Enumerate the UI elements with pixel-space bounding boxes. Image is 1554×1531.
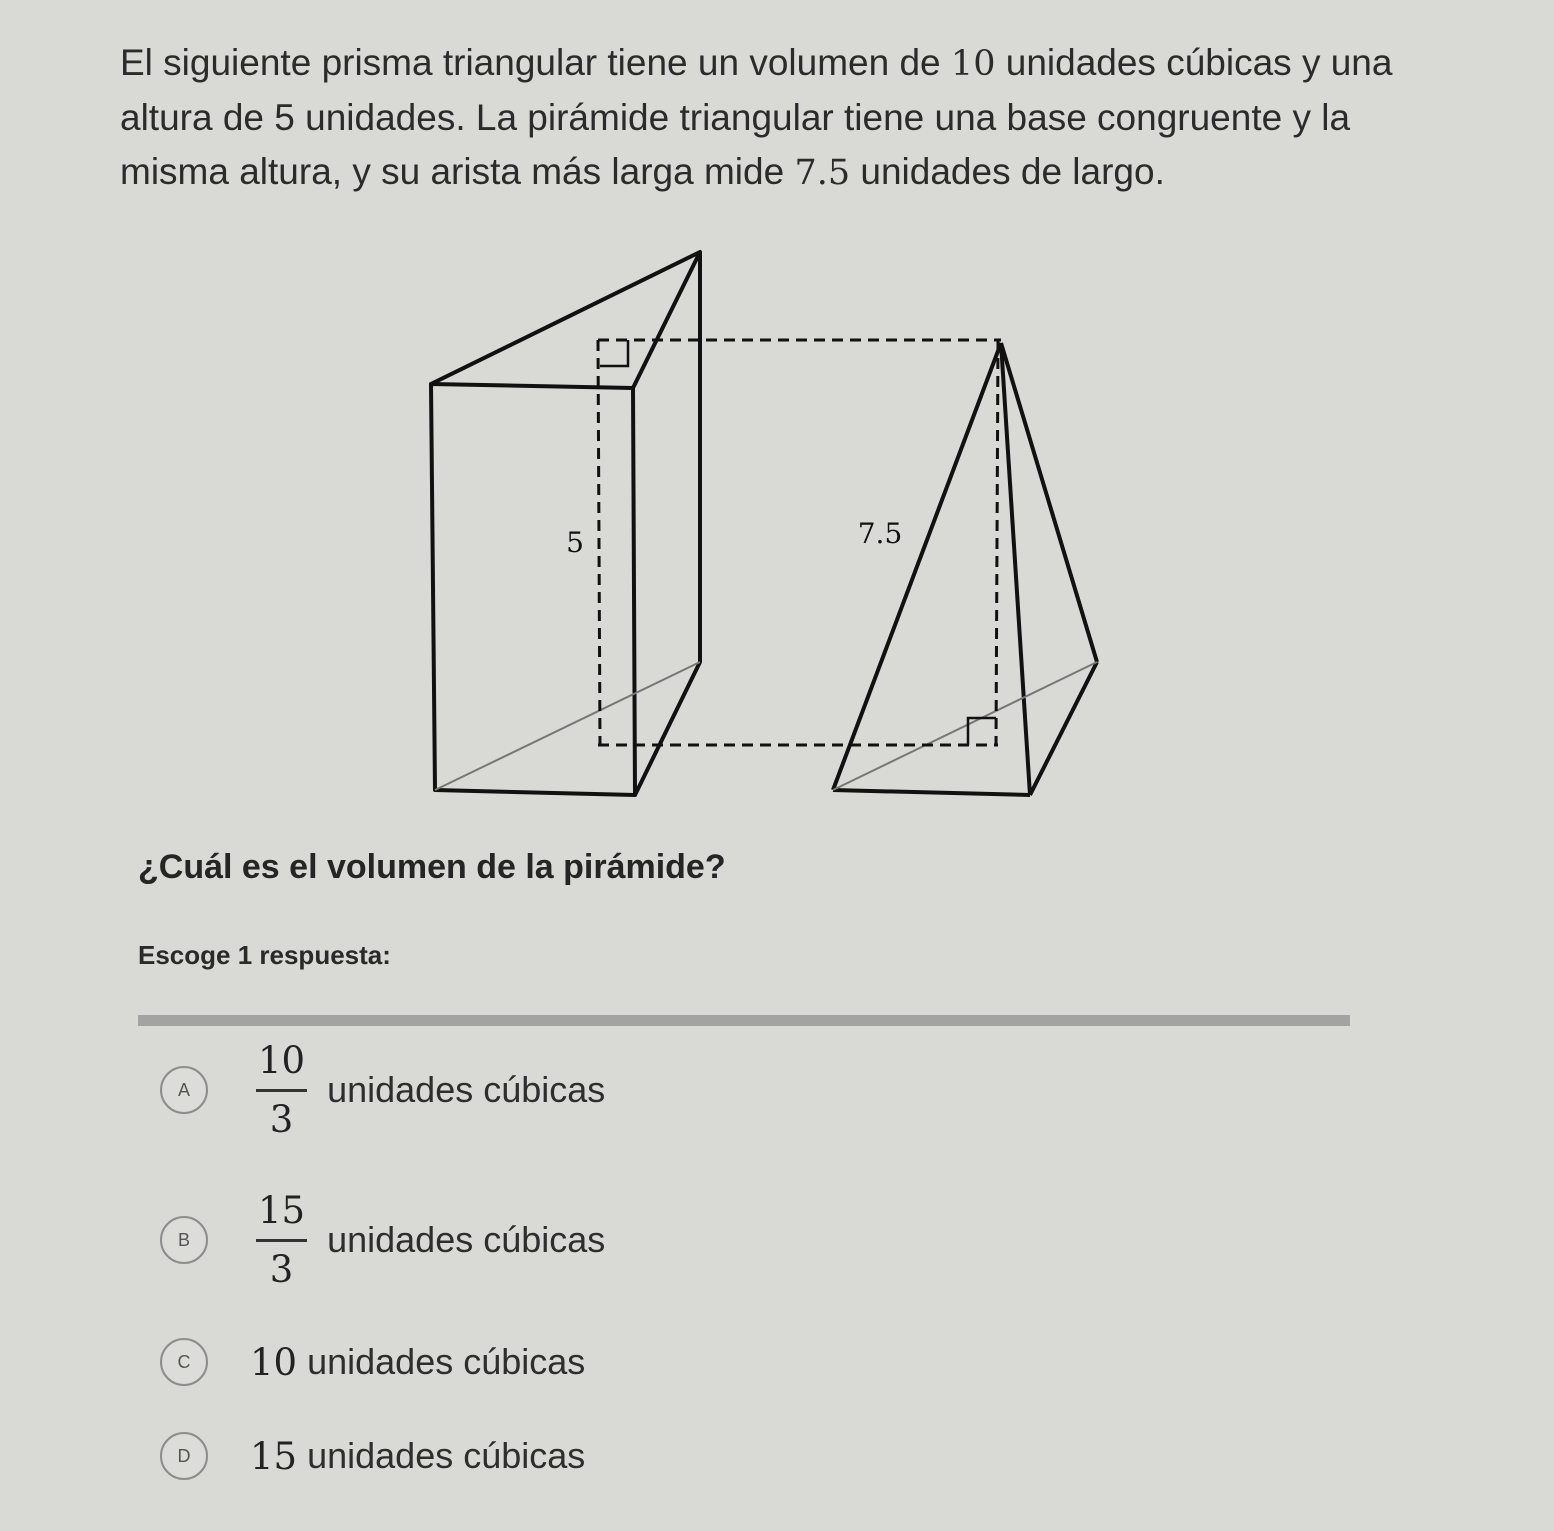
question-prompt: ¿Cuál es el volumen de la pirámide? [138, 848, 726, 886]
right-angle-mark-top [600, 340, 628, 366]
pyramid-edge-front [1001, 343, 1030, 795]
triangular-prism [431, 252, 700, 795]
question-volume: 10 [950, 44, 996, 84]
triangular-pyramid [833, 343, 1097, 795]
option-d-value: 15 [250, 1434, 298, 1478]
height-label: 5 [566, 526, 584, 559]
option-a-radio[interactable]: A [160, 1066, 208, 1114]
option-a-fraction [256, 1038, 307, 1141]
option-a[interactable] [160, 1035, 605, 1145]
question-part2: unidades cúbicas y una altura de 5 unidades. La pirámide triangular tiene una base congruente y la misma altura, y su arista más larga mide [120, 42, 1393, 192]
option-b-unit: unidades cúbicas [327, 1219, 606, 1260]
choose-instruction: Escoge 1 respuesta: [138, 940, 391, 970]
prism-hidden-base-edge [435, 662, 700, 790]
edge-label: 7.5 [857, 517, 903, 550]
option-c-value: 10 [250, 1340, 298, 1384]
height-guides [598, 340, 1001, 745]
option-d[interactable] [160, 1426, 585, 1486]
question-part1: El siguiente prisma triangular tiene un volumen de [120, 42, 941, 83]
pyramid-base-right [1030, 662, 1097, 795]
dashed-prism-height [598, 340, 600, 745]
option-c-unit: unidades cúbicas [307, 1341, 586, 1382]
prism-front-face [431, 384, 635, 795]
option-d-radio[interactable]: D [160, 1432, 208, 1480]
pyramid-edge-back [1001, 343, 1097, 662]
option-a-denominator: 3 [269, 1097, 294, 1141]
option-a-unit: unidades cúbicas [327, 1069, 606, 1110]
prism-back-edges [635, 252, 700, 795]
option-c-radio[interactable]: C [160, 1338, 208, 1386]
option-b-fraction [256, 1188, 307, 1291]
pyramid-edge-left [833, 343, 1001, 790]
option-b-denominator: 3 [269, 1247, 294, 1291]
dashed-pyramid-height [996, 340, 998, 745]
option-c[interactable] [160, 1332, 585, 1392]
pyramid-base-front [833, 790, 1030, 795]
option-a-numerator: 10 [256, 1041, 307, 1092]
question-edge: 7.5 [794, 153, 851, 193]
question-part3: unidades de largo. [860, 151, 1165, 192]
divider [138, 1015, 1350, 1026]
option-d-unit: unidades cúbicas [307, 1435, 586, 1476]
option-b-numerator: 15 [256, 1191, 307, 1242]
option-b-radio[interactable]: B [160, 1216, 208, 1264]
option-b[interactable] [160, 1185, 605, 1295]
prism-top-edges [431, 252, 700, 388]
